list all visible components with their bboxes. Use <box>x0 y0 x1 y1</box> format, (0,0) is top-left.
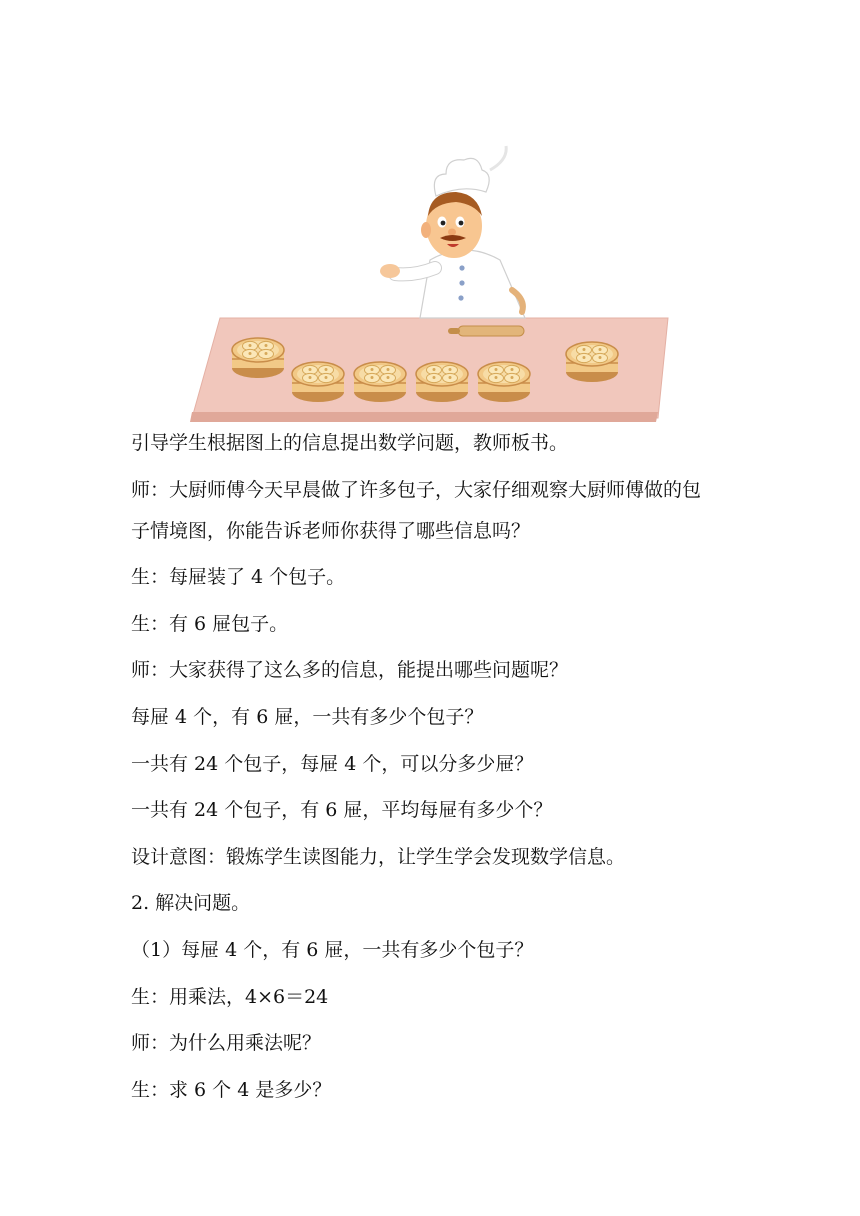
steamer <box>416 362 468 402</box>
steamer <box>354 362 406 402</box>
text-line-question-1: 每屉 4 个，有 6 屉，一共有多少个包子？ <box>131 705 484 728</box>
steamer <box>292 362 344 402</box>
text-line-question-3: 一共有 24 个包子，有 6 屉，平均每屉有多少个？ <box>131 799 553 822</box>
text-line-section-heading: 2. 解决问题。 <box>131 892 251 915</box>
text-line-question-2: 一共有 24 个包子，每屉 4 个，可以分多少屉？ <box>131 752 534 775</box>
bun <box>303 373 318 382</box>
rolling-pin <box>448 326 524 336</box>
text-line-student-answer-2: 生：有 6 屉包子。 <box>131 612 289 635</box>
text-line-teacher-prompt: 师：大家获得了这么多的信息，能提出哪些问题呢？ <box>131 659 569 682</box>
text-line-subquestion-1: （1）每屉 4 个，有 6 屉，一共有多少个包子？ <box>131 938 534 961</box>
text-line-student-answer-1: 生：每屉装了 4 个包子。 <box>131 566 346 589</box>
lesson-text <box>131 430 751 1123</box>
text-line-student-multiply: 生：用乘法，4×6＝24 <box>131 985 329 1008</box>
bun <box>577 353 592 362</box>
bun <box>489 373 504 382</box>
bun <box>243 349 258 358</box>
steamer <box>566 342 618 382</box>
text-line-guide: 引导学生根据图上的信息提出数学问题，教师板书。 <box>131 432 569 454</box>
table-front-edge <box>190 412 658 422</box>
bun <box>505 373 520 382</box>
bun <box>259 349 274 358</box>
text-line-teacher-why: 师：为什么用乘法呢？ <box>131 1032 322 1055</box>
steamer <box>478 362 530 402</box>
chef-steamer-illustration <box>190 140 670 422</box>
bun <box>443 373 458 382</box>
bun <box>427 373 442 382</box>
bun <box>319 373 334 382</box>
text-line-design-intent: 设计意图：锻炼学生读图能力，让学生学会发现数学信息。 <box>131 845 626 868</box>
text-line-teacher-question-1: 师：大厨师傅今天早晨做了许多包子，大家仔细观察大厨师傅做的包 <box>131 478 702 501</box>
bun <box>593 353 608 362</box>
chef <box>380 146 525 318</box>
bun <box>365 373 380 382</box>
steamer <box>232 338 284 378</box>
text-line-teacher-question-2: 子情境图，你能告诉老师你获得了哪些信息吗？ <box>131 519 531 542</box>
text-line-student-reason: 生：求 6 个 4 是多少？ <box>131 1078 332 1101</box>
bun <box>381 373 396 382</box>
